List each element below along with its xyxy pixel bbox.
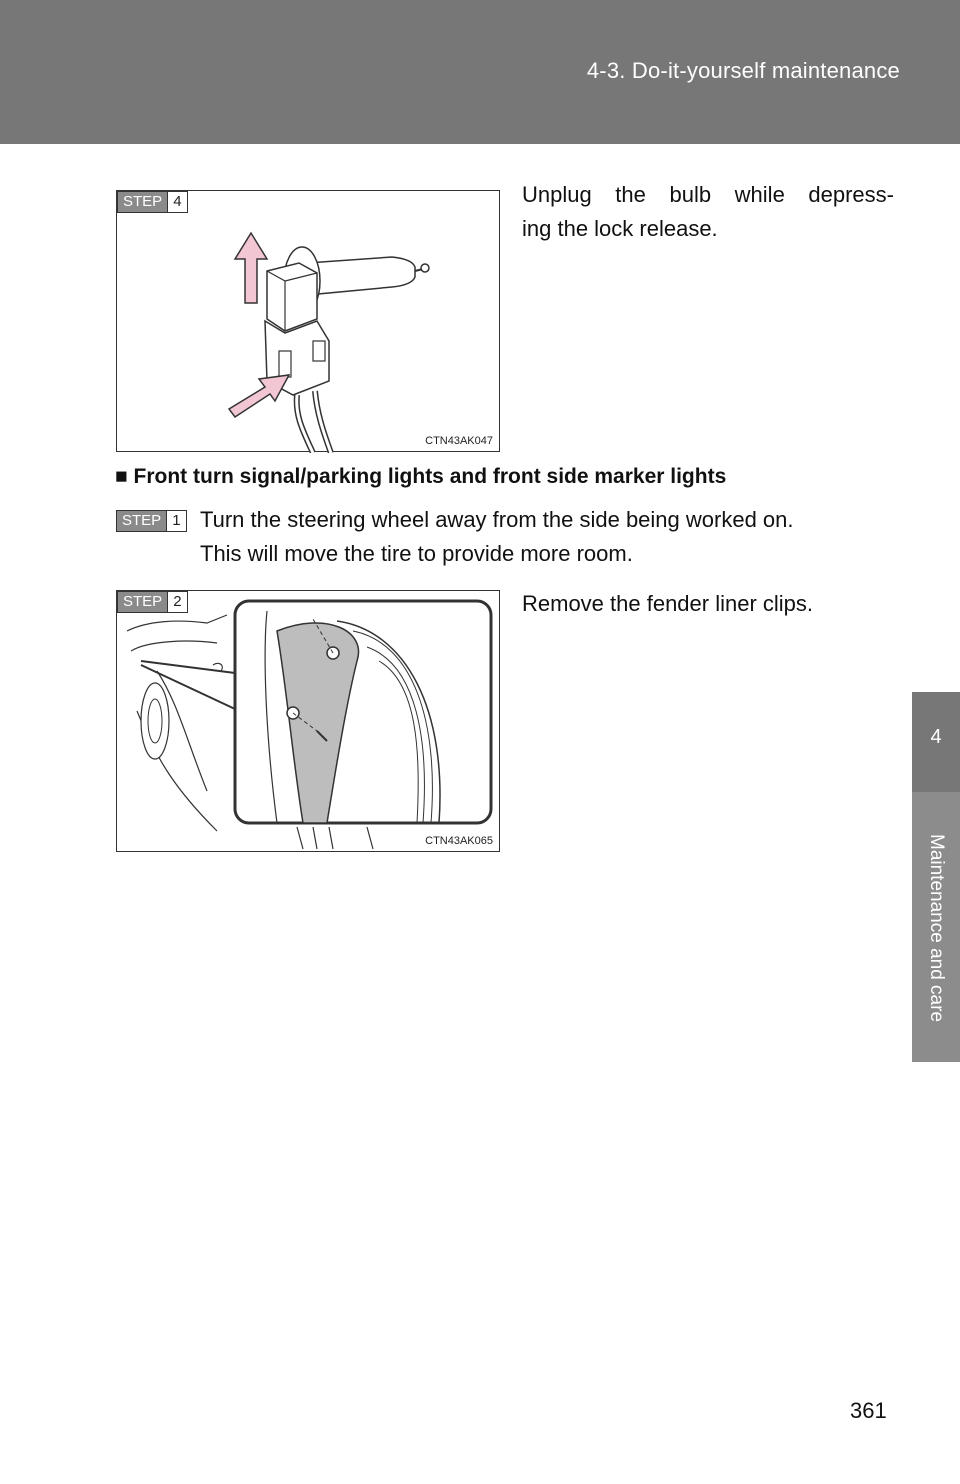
step-number: 1 — [166, 511, 185, 531]
heading-text: Front turn signal/parking lights and front side marker lights — [133, 465, 727, 488]
section-title: 4-3. Do-it-yourself maintenance — [586, 58, 900, 83]
page-number: 361 — [850, 1398, 887, 1423]
step-badge-1 — [116, 510, 187, 532]
step-word: STEP — [117, 511, 166, 531]
step-1-text-line1: Turn the steering wheel away from the side being worked on. — [200, 507, 794, 532]
step-number: 2 — [167, 592, 186, 612]
step-4-text — [522, 178, 894, 246]
page-header — [0, 0, 960, 144]
step-1-text-line2: This will move the tire to provide more room. — [200, 541, 633, 566]
step-1-text — [200, 503, 900, 571]
step-word: STEP — [118, 192, 167, 212]
heading-bullet: ■ — [115, 465, 128, 488]
chapter-label: Maintenance and care — [926, 833, 947, 1023]
step-badge-4 — [117, 191, 188, 213]
step-4-text-line2: ing the lock release. — [522, 216, 718, 241]
figure-fender-liner — [116, 590, 500, 852]
figure-bulb-unplug — [116, 190, 500, 452]
section-heading — [115, 465, 726, 489]
bulb-illustration — [117, 191, 501, 453]
step-word: STEP — [118, 592, 167, 612]
step-badge-2 — [117, 591, 188, 613]
step-number: 4 — [167, 192, 186, 212]
figure-code: CTN43AK065 — [425, 835, 493, 847]
step-2-text: Remove the fender liner clips. — [522, 591, 814, 616]
chapter-number: 4 — [930, 726, 942, 748]
fender-illustration — [117, 591, 501, 853]
step-4-text-line1: Unplug the bulb while depress- — [522, 182, 894, 207]
figure-code: CTN43AK047 — [425, 435, 493, 447]
